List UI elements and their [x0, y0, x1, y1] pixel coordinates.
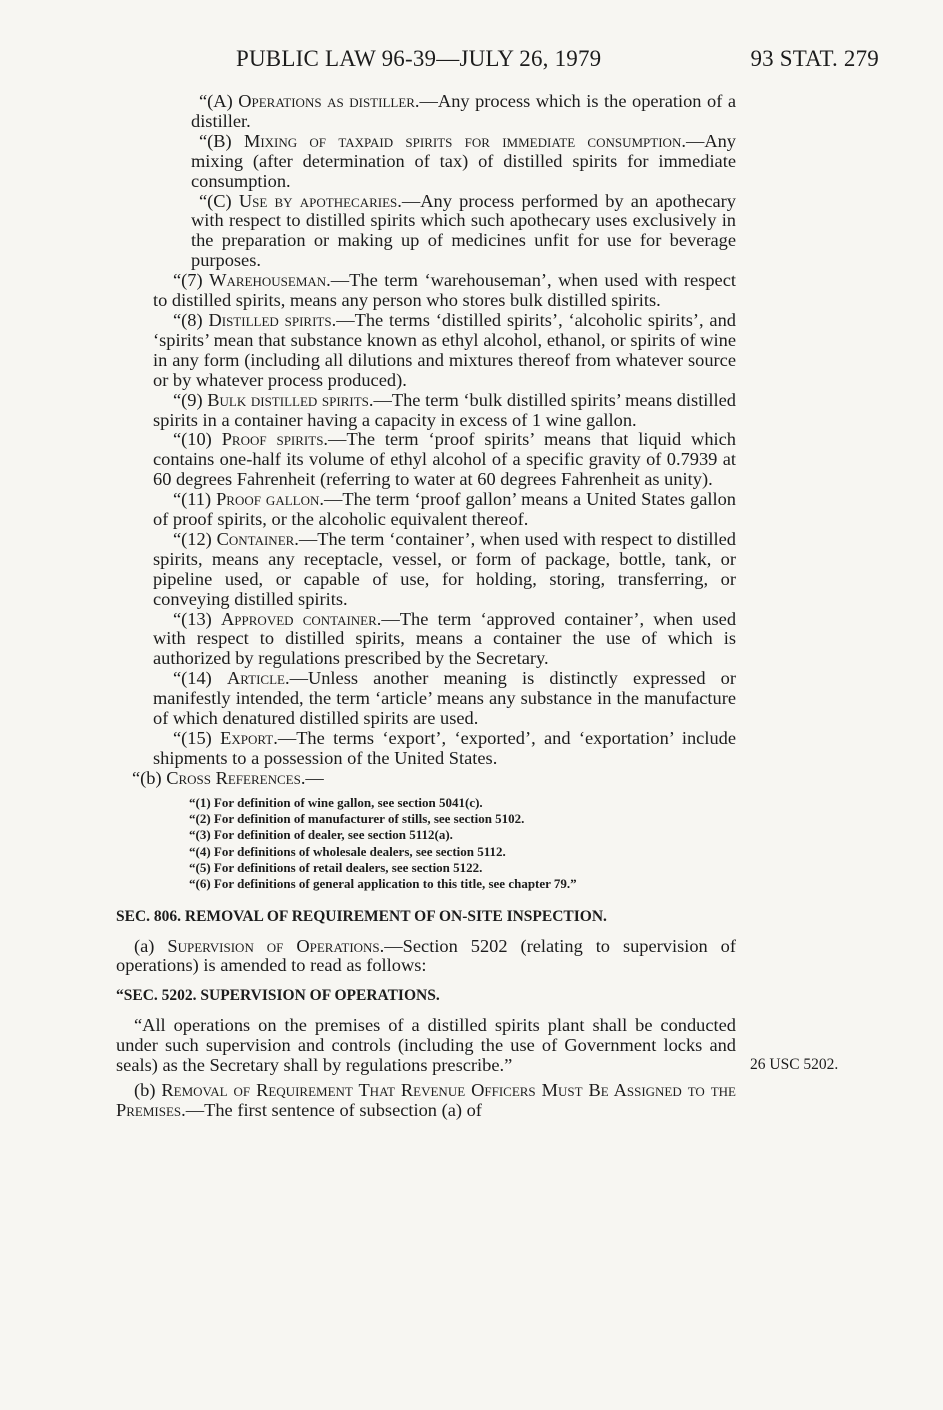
section-806-heading: SEC. 806. REMOVAL OF REQUIREMENT OF ON-SITE INSPECTION. — [116, 907, 607, 925]
paragraph-13-approved-container: “(13) Approved container.—The term ‘approved container’, when used with respect to distilled spirits, means a container the use of which is authorized by regulations prescribed by the Secretary. — [153, 608, 737, 669]
paragraph-15-export: “(15) Export.—The terms ‘export’, ‘exported’, and ‘exportation’ include shipments to a possession of the United States. — [153, 728, 736, 768]
paragraph-9-bulk-spirits: “(9) Bulk distilled spirits.—The term ‘bulk distilled spirits’ means distilled spirits in a container having a capacity in excess of 1 wine gallon. — [153, 389, 736, 430]
paragraph-b-cross-references: “(b) Cross References.— — [132, 767, 324, 788]
cross-reference-list — [189, 795, 736, 893]
heading-warehouseman: Warehouseman. — [209, 270, 331, 291]
list-item: “(1) For definition of wine gallon, see section 5041(c). — [189, 794, 483, 810]
paragraph-10-proof-spirits: “(10) Proof spirits.—The term ‘proof spirits’ means that liquid which contains one-half its volume of ethyl alcohol of a specific gravity of 0.7939 at 60 degrees Fahrenheit (referring to water at 60 degrees Fahrenheit as unity). — [153, 429, 737, 490]
heading-supervision-of-operations: Supervision of Operations. — [167, 935, 385, 956]
page-header — [236, 46, 879, 80]
margin-citation: 26 USC 5202. — [750, 1056, 839, 1073]
document-body — [116, 91, 737, 1121]
heading-distilled-spirits: Distilled spirits. — [208, 309, 337, 330]
header-stat-page: 93 STAT. 279 — [750, 46, 879, 71]
heading-apothecaries: Use by apothecaries. — [238, 190, 402, 211]
section-5202-heading: “SEC. 5202. SUPERVISION OF OPERATIONS. — [116, 987, 440, 1005]
list-item: “(4) For definitions of wholesale dealers, see section 5112. — [189, 843, 506, 859]
list-item: “(6) For definitions of general application to this title, see chapter 79.” — [189, 876, 577, 892]
paragraph-b-removal: (b) Removal of Requirement That Revenue Officers Must Be Assigned to the Premises.—The first sentence of subsection (a) of — [116, 1080, 737, 1120]
paragraph-c-apothecaries: “(C) Use by apothecaries.—Any process performed by an apothecary with respect to distilled spirits which such apothecary uses exclusively in the preparation or making up of medicines unfit for use for beverage purposes. — [191, 190, 736, 271]
heading-bulk-spirits: Bulk distilled spirits. — [207, 389, 374, 410]
list-item: “(3) For definition of dealer, see section 5112(a). — [189, 827, 453, 843]
heading-mixing: Mixing of taxpaid spirits for immediate consumption. — [243, 130, 686, 151]
heading-export: Export. — [220, 728, 278, 748]
heading-operations-as-distiller: Operations as distiller. — [238, 91, 420, 111]
paragraph-a-distiller: “(A) Operations as distiller.—Any process which is the operation of a distiller. — [191, 91, 736, 131]
paragraph-b-mixing: “(B) Mixing of taxpaid spirits for immediate consumption.—Any mixing (after determination of tax) of distilled spirits for immediate consumption. — [191, 130, 736, 191]
heading-removal-of-requirement: Removal of Requirement That Revenue Officers Must Be Assigned to the Premises. — [116, 1080, 737, 1120]
paragraph-quoted-section-5202: “All operations on the premises of a distilled spirits plant shall be conducted under such supervision and controls (including the use of Government locks and seals) as the Secretary shall by regulations prescribe.” — [116, 1015, 736, 1076]
heading-proof-gallon: Proof gallon. — [216, 489, 324, 510]
paragraph-8-distilled-spirits: “(8) Distilled spirits.—The terms ‘distilled spirits’, ‘alcoholic spirits’, and ‘spirits’ mean that substance known as ethyl alcohol, ethanol, or spirits of wine in any form (including all dilutions and mixtures thereof from whatever source or by whatever process produced). — [153, 309, 736, 390]
heading-container: Container. — [216, 528, 299, 549]
paragraph-12-container: “(12) Container.—The term ‘container’, when used with respect to distilled spirits, means any receptacle, vessel, or form of package, bottle, tank, or pipeline used, or capable of use, for holding, storing, transferring, or conveying distilled spirits. — [153, 528, 736, 609]
list-item: “(5) For definitions of retail dealers, see section 5122. — [189, 859, 483, 875]
heading-cross-references: Cross References. — [166, 767, 306, 788]
paragraph-7-warehouseman: “(7) Warehouseman.—The term ‘warehouseman’, when used with respect to distilled spirits, means any person who stores bulk distilled spirits. — [153, 270, 736, 311]
header-title: PUBLIC LAW 96-39—JULY 26, 1979 — [236, 46, 602, 71]
paragraph-11-proof-gallon: “(11) Proof gallon.—The term ‘proof gallon’ means a United States gallon of proof spirits, or the alcoholic equivalent thereof. — [153, 489, 737, 530]
list-item: “(2) For definition of manufacturer of stills, see section 5102. — [189, 811, 525, 827]
heading-proof-spirits: Proof spirits. — [221, 429, 329, 450]
paragraph-14-article: “(14) Article.—Unless another meaning is distinctly expressed or manifestly intended, the term ‘article’ means any substance in the manufacture of which denatured distilled spirits are used. — [153, 668, 736, 729]
paragraph-a-supervision: (a) Supervision of Operations.—Section 5202 (relating to supervision of operations) is amended to read as follows: — [116, 935, 736, 976]
heading-approved-container: Approved container. — [221, 608, 382, 629]
heading-article: Article. — [226, 668, 290, 689]
